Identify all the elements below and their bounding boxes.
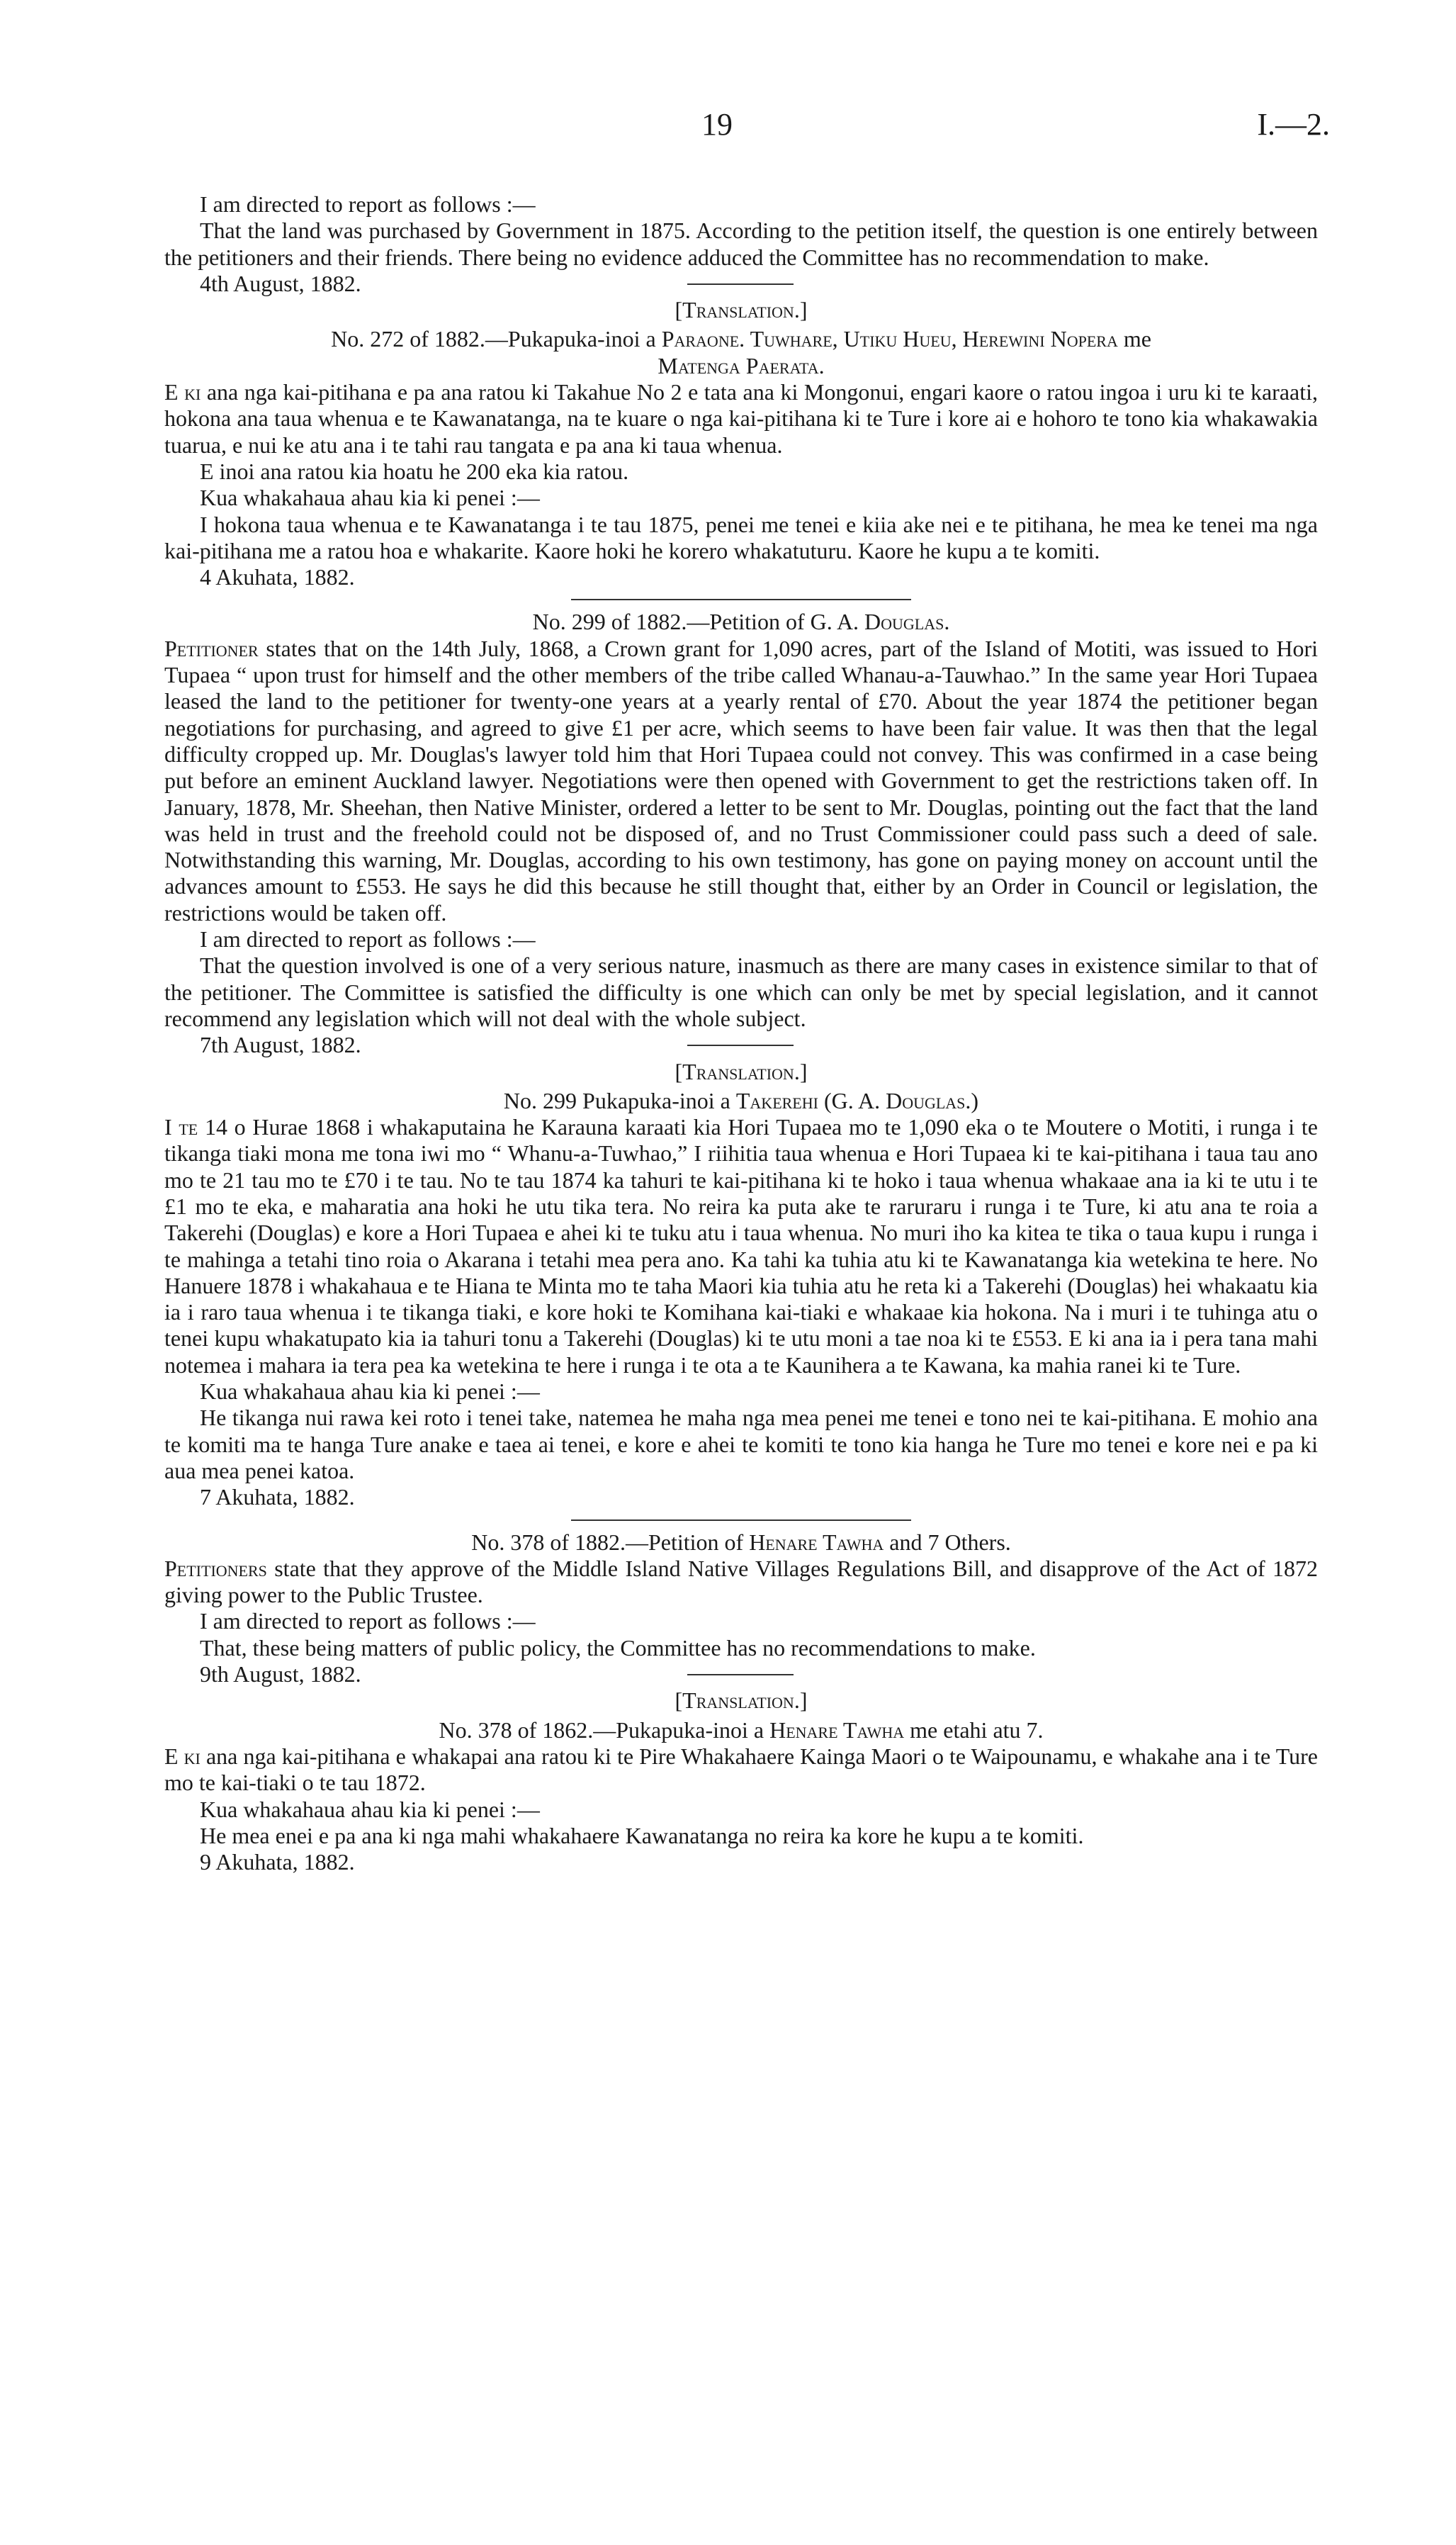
directed-line: I am directed to report as follows :— bbox=[200, 191, 536, 217]
page-number: 19 bbox=[701, 107, 733, 142]
petitioner-names-cont: Matenga Paerata. bbox=[658, 352, 825, 378]
committee-report: I hokona taua whenua e te Kawanatanga i te tau 1875, penei me tenei e kiia ake nei e te pitihana, he mea ke tenei ma nga kai-pitihana me a ratou hoa e whakarite. Kaore hoki he korero whakatuturu. Kaore he kupu a te komiti. bbox=[164, 511, 1318, 563]
section-272-translation bbox=[164, 297, 1318, 600]
document-body bbox=[164, 191, 1318, 1875]
committee-report: That the question involved is one of a very serious nature, inasmuch as there are many cases in existence similar to that of the petitioner. The Committee is satisfied the difficulty is one which can only be met by special legislation, and it cannot recommend any legislation which will not deal with the whole subject. bbox=[164, 953, 1318, 1031]
petitioner-name: Henare Tawha bbox=[769, 1717, 905, 1743]
petition-body: E ki ana nga kai-pitihana e pa ana ratou ki Takahue No 2 e tata ana ki Mongonui, engari kaore o ratou ingoa i uru ki te karaati, hokona ana taua whenua e te Kawanatanga, na te kuare o nga kai-pitihana ki te Ture i kore ai e hohoro te tono kia whakawakia tuarua, e nui ke atu ana i te tahi rau tangata e pa ana ki taua whenua. bbox=[164, 379, 1319, 458]
translation-label: [Translation.] bbox=[675, 1058, 808, 1084]
directed-line: Kua whakahaua ahau kia ki penei :— bbox=[200, 1796, 540, 1822]
petition-heading: No. 299 of 1882.—Petition of G. A. Douglas. bbox=[532, 609, 950, 635]
section-378-translation bbox=[164, 1687, 1318, 1875]
page-header bbox=[0, 106, 1456, 149]
petitioner-name: Henare Tawha bbox=[749, 1529, 884, 1555]
directed-line: I am directed to report as follows :— bbox=[200, 1608, 536, 1634]
report-date: 4 Akuhata, 1882. bbox=[200, 564, 355, 590]
petitioner-names: Paraone. Tuwhare, Utiku Hueu, Herewini Nopera bbox=[661, 326, 1118, 352]
section-272-report bbox=[164, 191, 1318, 297]
translation-label: [Translation.] bbox=[675, 1687, 808, 1714]
date-row bbox=[164, 271, 1318, 297]
committee-report: That, these being matters of public policy, the Committee has no recommendations to make. bbox=[200, 1634, 1036, 1661]
section-299-petition bbox=[164, 609, 1318, 1058]
petitioner-name: G. A. Douglas. bbox=[810, 609, 950, 635]
petition-request: E inoi ana ratou kia hoatu he 200 eka kia ratou. bbox=[200, 458, 629, 484]
petition-body: E ki ana nga kai-pitihana e whakapai ana ratou ki te Pire Whakahaere Kainga Maori o te Waipounamu, e whakahe ana i te Ture mo te kai-tiaki o te tau 1872. bbox=[164, 1743, 1319, 1796]
petition-body: Petitioners state that they approve of the Middle Island Native Villages Regulations Bill, and disapprove of the Act of 1872 giving power to the Public Trustee. bbox=[164, 1555, 1319, 1608]
directed-line: Kua whakahaua ahau kia ki penei :— bbox=[200, 485, 540, 511]
short-rule bbox=[687, 1674, 794, 1675]
report-date: 7th August, 1882. bbox=[200, 1032, 361, 1058]
petition-heading: No. 378 of 1862.—Pukapuka-inoi a Henare Tawha me etahi atu 7. bbox=[439, 1717, 1044, 1743]
petitioner-name: Takerehi bbox=[735, 1087, 818, 1113]
date-row bbox=[164, 1032, 1318, 1058]
translation-label: [Translation.] bbox=[675, 297, 808, 323]
committee-report: He tikanga nui rawa kei roto i tenei take, natemea he maha nga mea penei me tenei e tono nei te kai-pitihana. E mohio ana te komiti ma te hanga Ture anake e taea ai tenei, e kore e ahei te komiti te tono kia hanga he Ture mo tenei e kore nei e pa ki aua mea penei katoa. bbox=[164, 1405, 1318, 1483]
short-rule bbox=[687, 283, 794, 285]
report-date: 9th August, 1882. bbox=[200, 1661, 361, 1687]
report-date: 7 Akuhata, 1882. bbox=[200, 1484, 355, 1510]
short-rule bbox=[687, 1045, 794, 1046]
committee-report: He mea enei e pa ana ki nga mahi whakahaere Kawanatanga no reira ka kore he kupu a te komiti. bbox=[200, 1822, 1084, 1848]
petition-heading: No. 299 Pukapuka-inoi a Takerehi (G. A. Douglas.) bbox=[503, 1087, 979, 1113]
petition-heading: No. 272 of 1882.—Pukapuka-inoi a Paraone. Tuwhare, Utiku Hueu, Herewini Nopera me Matenga Paerata. bbox=[331, 326, 1151, 378]
section-divider bbox=[571, 1519, 911, 1521]
petition-body: I te 14 o Hurae 1868 i whakaputaina he Karauna karaati kia Hori Tupaea mo te 1,090 eka o te Moutere o Motiti, i runga i te tikanga tiaki mona me tona iwi mo “ Whanu-a-Tuwhao,” I riihitia taua whenua e Hori Tupaea ki te kai-pitihana i taua tau ano mo te 21 tau mo te £70 i te tau. No te tau 1874 ka tahuri te kai-pitihana ki te hoko i taua whenua whakaae ana ia ki te utu i te £1 mo te eka, e maharatia ana hoki he utu tika tera. No reira ka puta ake te raruraru i runga i te Ture, ki atu ana te roia a Takerehi (Douglas) e kore a Hori Tupaea e ahei ki te tuku atu i taua whenua. No muri iho ka kitea te tika o taua kupu i runga i te mahinga a tetahi tino roia o Akarana i tetahi mea pera ano. Ka tahi ka tuhia atu ki te Kawanatanga kia wetekina te here. No Hanuere 1878 i whakahaua e te Hiana te Minta mo te taha Maori kia tuhia atu he reta ki a Takerehi (Douglas) hei whakaatu kia ia i raro taua whenua i te tikanga tiaki, e kore hoki te Komihana kai-tiaki e whakaae kia hokona. Na i muri i te tuhinga atu o tenei kupu whakatupato kia ia tahuri tonu a Takerehi (Douglas) ki te utu moni a tae noa ki te £553. E ki ana ia i pera tana mahi notemea i mahara ia tera pea ka wetekina te here i runga i te ota a te Kaunihera a te Kawana, ka mahia ranei ki te Ture. bbox=[164, 1114, 1318, 1378]
directed-line: I am directed to report as follows :— bbox=[200, 926, 536, 953]
document-reference: I.—2. bbox=[1257, 107, 1330, 142]
report-date: 4th August, 1882. bbox=[200, 270, 361, 296]
section-divider bbox=[571, 599, 911, 600]
committee-report: That the land was purchased by Government in 1875. According to the petition itself, the question is one entirely between the petitioners and their friends. There being no evidence adduced the Committee has no recommendation to make. bbox=[164, 218, 1318, 270]
date-row bbox=[164, 1661, 1318, 1687]
report-date: 9 Akuhata, 1882. bbox=[200, 1849, 355, 1875]
directed-line: Kua whakahaua ahau kia ki penei :— bbox=[200, 1378, 540, 1405]
section-378-petition bbox=[164, 1529, 1318, 1688]
petition-heading: No. 378 of 1882.—Petition of Henare Tawha and 7 Others. bbox=[471, 1529, 1011, 1555]
section-299-translation bbox=[164, 1059, 1318, 1521]
petition-body: Petitioner states that on the 14th July, 1868, a Crown grant for 1,090 acres, part of the Island of Motiti, was issued to Hori Tupaea “ upon trust for himself and the other members of the tribe called Whanau-a-Tauwhao.” In the same year Hori Tupaea leased the land to the petitioner for twenty-one years at a yearly rental of £70. About the year 1874 the petitioner began negotiations for purchasing, and agreed to give £1 per acre, which seems to have been fair value. It was then that the legal difficulty cropped up. Mr. Douglas's lawyer told him that Hori Tupaea could not convey. This was confirmed in a case being put before an eminent Auckland lawyer. Negotiations were then opened with Government to get the restrictions taken off. In January, 1878, Mr. Sheehan, then Native Minister, ordered a letter to be sent to Mr. Douglas, pointing out the fact that the land was held in trust and the freehold could not be disposed of, and no Trust Commissioner could pass such a deed of sale. Notwithstanding this warning, Mr. Douglas, according to his own testimony, has gone on paying money on account until the advances amount to £553. He says he did this because he still thought that, either by an Order in Council or legislation, the restrictions would be taken off. bbox=[164, 635, 1319, 926]
